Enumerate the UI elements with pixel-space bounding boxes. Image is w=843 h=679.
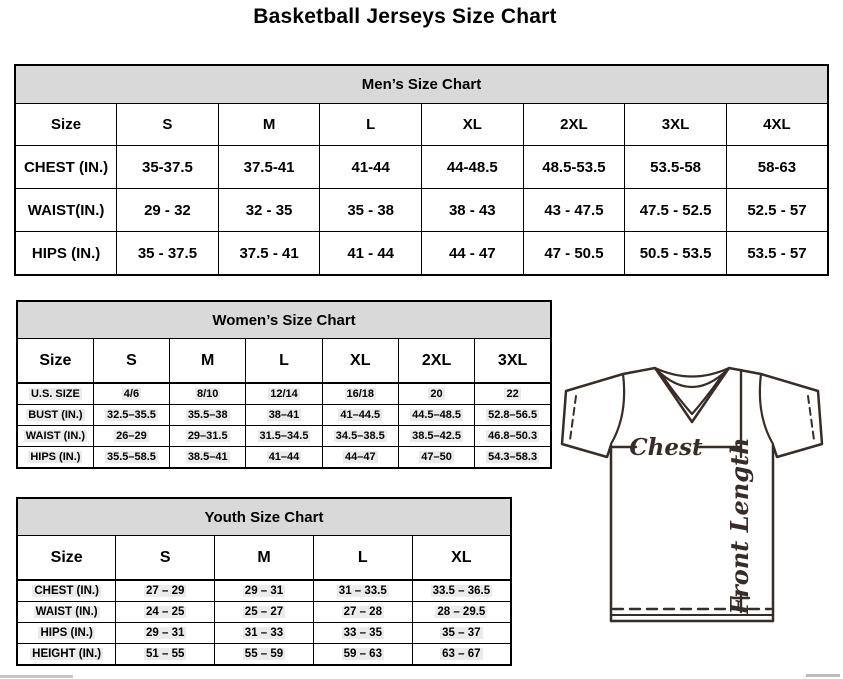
size-column-header: XL — [322, 339, 398, 384]
measurement-row — [17, 405, 551, 426]
row-label-cell: WAIST(IN.) — [15, 189, 117, 232]
size-value-cell — [170, 447, 246, 469]
cell-text: 12/14 — [270, 388, 298, 400]
size-value-cell — [322, 426, 398, 447]
size-value-cell — [322, 447, 398, 469]
cell-text: 54.3–58.3 — [488, 451, 538, 463]
size-column-header: 4XL — [726, 104, 828, 146]
cell-text: 55 – 59 — [244, 648, 284, 660]
cell-text: WAIST (IN.) — [25, 430, 86, 442]
size-column-header: L — [313, 536, 412, 581]
size-value-cell — [215, 580, 314, 602]
size-value-cell: 44-48.5 — [422, 146, 524, 189]
cell-text: HEIGHT (IN.) — [32, 648, 102, 660]
measurement-row — [15, 146, 828, 189]
scrollbar-fragment-right[interactable] — [806, 674, 840, 677]
collar-back-line — [655, 368, 729, 377]
size-value-cell: 35 - 38 — [320, 189, 422, 232]
cell-text: 26–29 — [116, 430, 147, 442]
size-column-header: XL — [412, 536, 511, 581]
size-value-cell — [246, 426, 322, 447]
size-value-cell — [475, 405, 551, 426]
cell-text: 63 – 67 — [442, 648, 481, 660]
measurement-row — [15, 232, 828, 276]
size-value-cell — [412, 580, 511, 602]
size-column-header: S — [93, 339, 169, 384]
size-value-cell — [322, 383, 398, 405]
size-value-cell: 58-63 — [726, 146, 828, 189]
jersey-measurement-diagram — [556, 360, 832, 632]
row-label-cell — [17, 447, 93, 469]
size-column-header: M — [215, 536, 314, 581]
cell-text: 35.5–58.5 — [106, 451, 156, 463]
table-title-row — [17, 301, 551, 339]
table-title-row — [15, 65, 828, 104]
cell-text: 35.5–38 — [187, 409, 228, 421]
size-value-cell — [93, 383, 169, 405]
size-value-cell: 35 - 37.5 — [117, 232, 219, 276]
size-value-cell — [412, 602, 511, 623]
size-header-row — [17, 339, 551, 384]
cell-text: 20 — [430, 388, 443, 400]
size-value-cell — [246, 405, 322, 426]
cell-text: 44–47 — [344, 451, 376, 463]
cell-text: 8/10 — [196, 388, 219, 400]
table-title-row — [17, 498, 511, 536]
size-value-cell — [475, 426, 551, 447]
cell-text: 51 – 55 — [146, 648, 185, 660]
measurement-row — [15, 189, 828, 232]
size-value-cell — [398, 405, 474, 426]
row-label-cell — [17, 644, 116, 666]
size-column-header: 3XL — [475, 339, 551, 384]
size-value-cell — [215, 623, 314, 644]
front-length-label: Front Length — [725, 437, 754, 615]
cell-text: 25 – 27 — [244, 606, 284, 618]
row-label-cell — [17, 426, 93, 447]
size-value-cell — [313, 602, 412, 623]
size-value-cell — [170, 426, 246, 447]
cell-text: 52.8–56.5 — [488, 409, 538, 421]
size-value-cell — [398, 383, 474, 405]
size-value-cell — [215, 644, 314, 666]
row-label-cell — [17, 405, 93, 426]
size-value-cell: 37.5-41 — [218, 146, 320, 189]
size-value-cell: 41 - 44 — [320, 232, 422, 276]
cell-text: 59 – 63 — [343, 648, 382, 660]
cell-text: 31 – 33 — [244, 627, 284, 639]
measurement-row — [17, 644, 511, 666]
page-title: Basketball Jerseys Size Chart — [253, 5, 557, 28]
size-value-cell — [412, 644, 511, 666]
measurement-row — [17, 383, 551, 405]
size-value-cell — [246, 447, 322, 469]
measurement-row — [17, 426, 551, 447]
size-value-cell: 43 - 47.5 — [523, 189, 625, 232]
cell-text: BUST (IN.) — [28, 409, 83, 421]
size-value-cell — [246, 383, 322, 405]
row-label-cell — [17, 383, 93, 405]
size-value-cell: 47.5 - 52.5 — [625, 189, 727, 232]
size-value-cell — [475, 383, 551, 405]
cell-text: 29 – 31 — [244, 585, 284, 597]
size-value-cell — [93, 447, 169, 469]
size-value-cell: 53.5 - 57 — [726, 232, 828, 276]
cell-text: HIPS (IN.) — [40, 627, 93, 639]
size-value-cell — [412, 623, 511, 644]
table-title: Men’s Size Chart — [15, 65, 828, 104]
cell-text: 31.5–34.5 — [259, 430, 309, 442]
size-column-header: L — [320, 104, 422, 146]
size-value-cell — [116, 580, 215, 602]
size-value-cell — [93, 405, 169, 426]
table-title: Youth Size Chart — [17, 498, 511, 536]
size-value-cell: 29 - 32 — [117, 189, 219, 232]
mens-size-table — [14, 64, 829, 276]
size-value-cell: 37.5 - 41 — [218, 232, 320, 276]
size-value-cell — [170, 383, 246, 405]
row-label-cell — [17, 623, 116, 644]
measurement-row — [17, 447, 551, 469]
measurement-row — [17, 623, 511, 644]
size-value-cell — [170, 405, 246, 426]
cell-text: 29–31.5 — [187, 430, 228, 442]
cell-text: 32.5–35.5 — [106, 409, 156, 421]
cell-text: 33 – 35 — [343, 627, 382, 639]
size-header-row — [17, 536, 511, 581]
size-column-header: 3XL — [625, 104, 727, 146]
cell-text: 38.5–41 — [187, 451, 228, 463]
size-value-cell — [116, 602, 215, 623]
size-label-header: Size — [17, 536, 116, 581]
size-value-cell — [116, 623, 215, 644]
size-value-cell — [398, 447, 474, 469]
size-value-cell: 35-37.5 — [117, 146, 219, 189]
size-value-cell — [93, 426, 169, 447]
row-label-cell — [17, 580, 116, 602]
chest-label: Chest — [629, 434, 703, 461]
size-value-cell — [398, 426, 474, 447]
size-column-header: 2XL — [523, 104, 625, 146]
size-column-header: S — [116, 536, 215, 581]
cell-text: 46.8–50.3 — [488, 430, 538, 442]
size-value-cell — [475, 447, 551, 469]
size-column-header: M — [170, 339, 246, 384]
youth-size-table — [16, 497, 512, 666]
size-value-cell: 41-44 — [320, 146, 422, 189]
size-value-cell — [313, 580, 412, 602]
size-value-cell — [215, 602, 314, 623]
cell-text: 47–50 — [421, 451, 452, 463]
cell-text: HIPS (IN.) — [30, 451, 81, 463]
size-value-cell: 53.5-58 — [625, 146, 727, 189]
cell-text: 34.5–38.5 — [335, 430, 385, 442]
row-label-cell: CHEST (IN.) — [15, 146, 117, 189]
cell-text: 27 – 28 — [343, 606, 382, 618]
cell-text: 35 – 37 — [442, 627, 481, 639]
size-column-header: 2XL — [398, 339, 474, 384]
row-label-cell — [17, 602, 116, 623]
cell-text: 41–44 — [268, 451, 300, 463]
size-value-cell — [313, 623, 412, 644]
cell-text: 38.5–42.5 — [412, 430, 462, 442]
size-value-cell: 47 - 50.5 — [523, 232, 625, 276]
cell-text: 44.5–48.5 — [412, 409, 462, 421]
size-column-header: L — [246, 339, 322, 384]
cell-text: 28 – 29.5 — [437, 606, 486, 618]
cell-text: 4/6 — [123, 388, 140, 400]
cell-text: 24 – 25 — [146, 606, 185, 618]
size-value-cell: 38 - 43 — [422, 189, 524, 232]
row-label-cell: HIPS (IN.) — [15, 232, 117, 276]
size-value-cell — [313, 644, 412, 666]
cell-text: WAIST (IN.) — [35, 606, 98, 618]
cell-text: 16/18 — [346, 388, 375, 400]
size-column-header: M — [218, 104, 320, 146]
size-value-cell — [322, 405, 398, 426]
size-label-header: Size — [17, 339, 93, 384]
cell-text: 38–41 — [268, 409, 300, 421]
size-header-row — [15, 104, 828, 146]
scrollbar-fragment-left[interactable] — [0, 675, 73, 678]
size-column-header: XL — [422, 104, 524, 146]
cell-text: CHEST (IN.) — [34, 585, 99, 597]
size-value-cell: 52.5 - 57 — [726, 189, 828, 232]
cell-text: 27 – 29 — [146, 585, 185, 597]
size-value-cell: 32 - 35 — [218, 189, 320, 232]
cell-text: U.S. SIZE — [30, 388, 80, 400]
cell-text: 33.5 – 36.5 — [432, 585, 491, 597]
cell-text: 29 – 31 — [146, 627, 185, 639]
table-title: Women’s Size Chart — [17, 301, 551, 339]
jersey-outline — [562, 368, 822, 621]
size-label-header: Size — [15, 104, 117, 146]
cell-text: 41–44.5 — [340, 409, 381, 421]
size-value-cell — [116, 644, 215, 666]
measurement-row — [17, 580, 511, 602]
size-value-cell: 48.5-53.5 — [523, 146, 625, 189]
size-column-header: S — [117, 104, 219, 146]
size-value-cell: 50.5 - 53.5 — [625, 232, 727, 276]
cell-text: 31 – 33.5 — [338, 585, 387, 597]
womens-size-table — [16, 300, 552, 469]
size-value-cell: 44 - 47 — [422, 232, 524, 276]
measurement-row — [17, 602, 511, 623]
cell-text: 22 — [506, 388, 519, 400]
